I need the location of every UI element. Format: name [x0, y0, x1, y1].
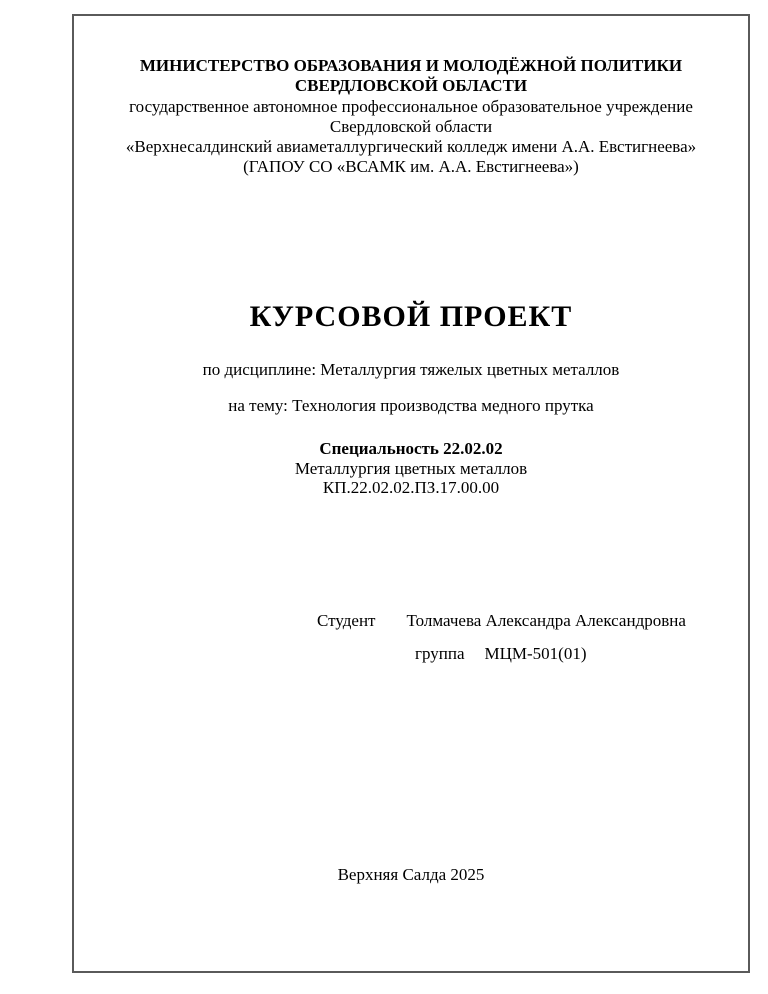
- institution-type-line: государственное автономное профессиональное образовательное учреждение: [129, 96, 693, 116]
- group-label: группа: [415, 644, 465, 663]
- city-year-line: Верхняя Салда 2025: [337, 865, 485, 884]
- region-line: СВЕРДЛОВСКОЙ ОБЛАСТИ: [294, 76, 528, 96]
- discipline-line: по дисциплине: Металлургия тяжелых цветных металлов: [202, 360, 620, 379]
- institution-header: [74, 56, 748, 178]
- document-title: КУРСОВОЙ ПРОЕКТ: [249, 300, 573, 333]
- institution-region-line: Свердловской области: [329, 116, 493, 136]
- group-value: МЦМ-501(01): [484, 644, 587, 663]
- specialty-name-line: Металлургия цветных металлов: [294, 458, 528, 478]
- student-label: Студент: [317, 611, 376, 630]
- specialty-block: [74, 439, 748, 498]
- student-line: [317, 604, 686, 637]
- student-block: [317, 604, 686, 670]
- group-line: [415, 637, 686, 670]
- college-abbreviation-line: (ГАПОУ СО «ВСАМК им. А.А. Евстигнеева»): [243, 157, 579, 177]
- ministry-line: МИНИСТЕРСТВО ОБРАЗОВАНИЯ И МОЛОДЁЖНОЙ ПОЛИТИКИ: [139, 56, 683, 75]
- specialty-code-line: Специальность 22.02.02: [319, 439, 503, 458]
- college-name-line: «Верхнесалдинский авиаметаллургический колледж имени А.А. Евстигнеева»: [125, 137, 697, 157]
- student-name: Толмачева Александра Александровна: [406, 611, 686, 630]
- project-code-line: КП.22.02.02.ПЗ.17.00.00: [322, 478, 500, 497]
- title-page: [72, 14, 750, 973]
- topic-line: на тему: Технология производства медного прутка: [228, 396, 594, 415]
